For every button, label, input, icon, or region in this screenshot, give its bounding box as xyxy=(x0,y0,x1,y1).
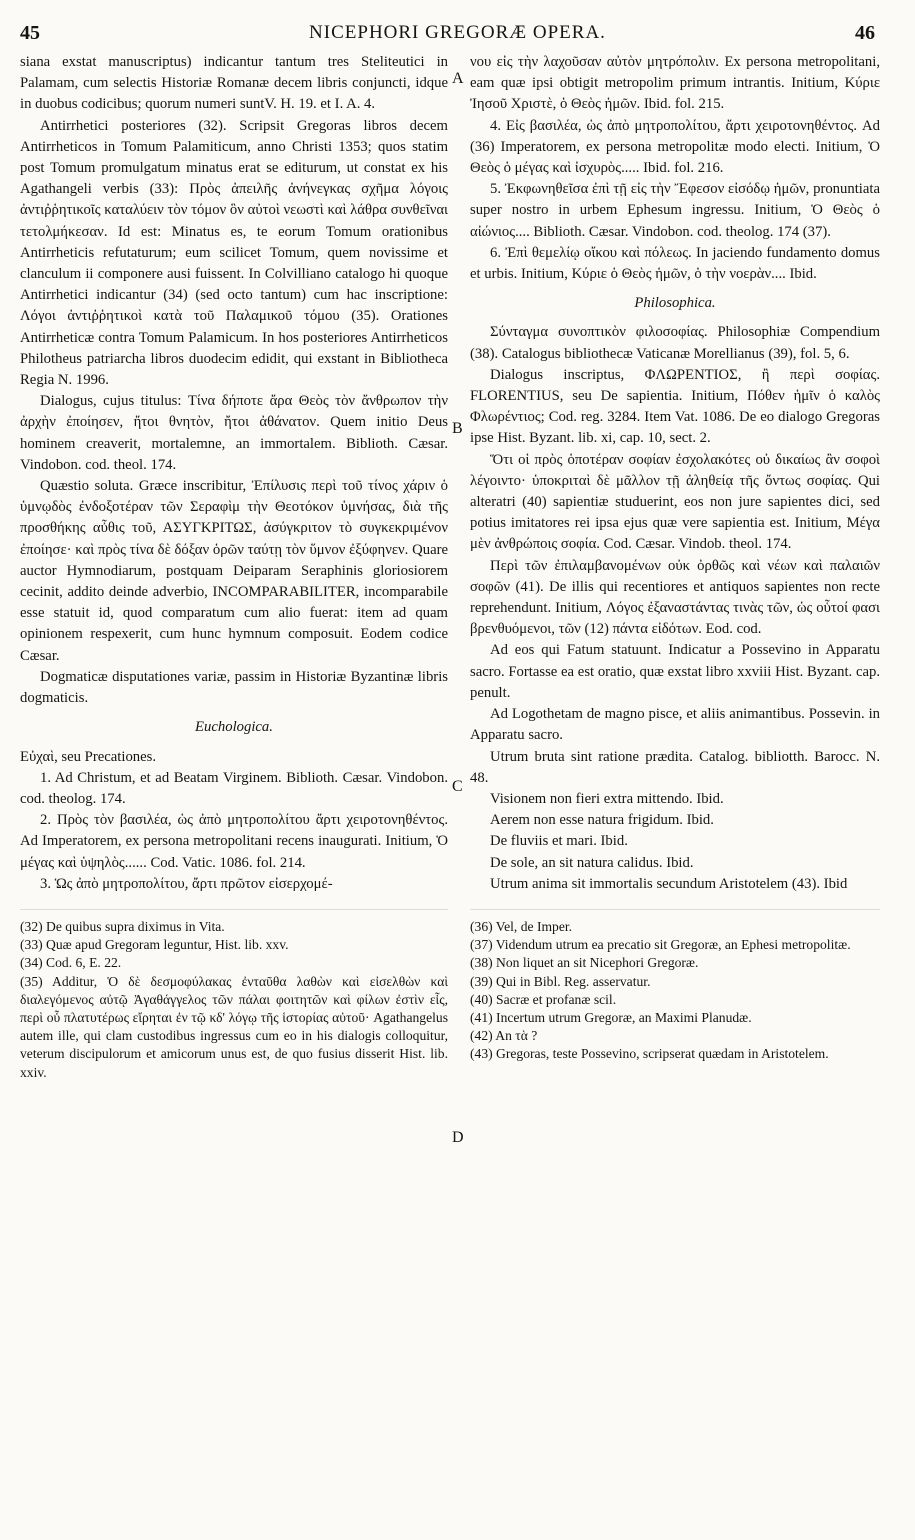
margin-marker-c: C xyxy=(452,778,463,795)
page-number-left: 45 xyxy=(20,22,40,44)
paragraph: Antirrhetici posteriores (32). Scripsit Gregoras libros decem Antirrheticos in Tomum Palamiticum, anno Christi 1353; quos statim post Tomum promulgatum minatus erat se editurum, ut constat ex his Agathangeli verbis (33): Πρὸς ἀπειλῆς ἀνήνεγκας σχῆμα λόγοις ἀντιῤῥητικοῖς καταλύειν τὸν τόμον ὃν αὐτοὶ νεωστὶ καὶ λάθρα συνθεῖναι τετολμήκεσαν. Id est: Minatus es, te eorum Tomum orationibus Antirrheticis refutaturum; eum scilicet Tomum, quem novissime et clanculum ii componere ausi fuissent. In Colvilliano catalogo hi quoque Antirrhetici indicantur (34) (sed octo tantum) cum hac inscriptione: Λόγοι ἀντιῤῥητικοὶ κατὰ τοῦ Παλαμικοῦ τόμου (35). Orationes Antirrheticæ contra Tomum Palamicum. In hos posteriores Antirrheticos Philotheus patriarcha libros duodecim edidit, qui exstant in Bibliotheca Regia N. 1996. xyxy=(20,117,448,389)
paragraph: De sole, an sit natura calidus. Ibid. xyxy=(490,854,694,871)
left-column xyxy=(20,52,448,1082)
paragraph: 1. Ad Christum, et ad Beatam Virginem. Biblioth. Cæsar. Vindobon. cod. theolog. 174. xyxy=(20,769,448,807)
paragraph: De fluviis et mari. Ibid. xyxy=(490,833,628,850)
paragraph: 4. Εἰς βασιλέα, ὡς ἀπὸ μητροπολίτου, ἄρτι χειροτονηθέντος. Ad (36) Imperatorem, ex persona metropolitæ modo electi. Initium, Ὁ Θεὸς ὁ μέγας καὶ ἰσχυρὸς..... Ibid. fol. 216. xyxy=(470,117,880,177)
paragraph: Ὅτι οἱ πρὸς ὁποτέραν σοφίαν ἐσχολακότες οὐ δικαίως ἂν σοφοὶ λέγοιντο· ὑποκριταὶ δὲ μᾶλλον τῇ ἀληθείᾳ τῆς ὄντως σοφίας. Qui alteratri (40) sapientiæ studuerint, eos non jure sapientes dici, sed potius imitatores rei ipsa ejus quæ vere sapientia est. Initium, Μέγα μὲν ἀνθρώποις σοφία. Cod. Cæsar. Vindob. theol. 174. xyxy=(470,451,880,553)
paragraph: Εὐχαὶ, seu Precationes. xyxy=(20,748,157,765)
paragraph: Σύνταγμα συνοπτικὸν φιλοσοφίας. Philosophiæ Compendium (38). Catalogus bibliothecæ Vaticanæ Morellianus (39), fol. 5, 6. xyxy=(470,324,880,362)
margin-marker-b: B xyxy=(452,420,463,437)
footnote: (36) Vel, de Imper. xyxy=(470,918,573,934)
margin-marker-a: A xyxy=(452,70,464,87)
paragraph: Dogmaticæ disputationes variæ, passim in Historiæ Byzantinæ libris dogmaticis. xyxy=(20,668,448,707)
page-number-right: 46 xyxy=(855,22,875,44)
footnote: (34) Cod. 6, E. 22. xyxy=(20,955,122,971)
section-heading-euchologica: Euchologica. xyxy=(195,719,273,736)
footnote: (37) Videndum utrum ea precatio sit Gregoræ, an Ephesi metropolitæ. xyxy=(470,937,851,953)
paragraph: Dialogus, cujus titulus: Τίνα δήποτε ἄρα Θεὸς τὸν ἄνθρωπον τὴν ἀρχὴν ἐποίησεν, ἤτοι θνητὸν, ἤτοι ἀθάνατον. Quem initio Deus hominem creaverit, mortalemne, an immortalem. Biblioth. Cæsar. Vindobon. cod. theol. 174. xyxy=(20,393,448,473)
margin-marker-d: D xyxy=(452,1129,464,1146)
paragraph: Utrum anima sit immortalis secundum Aristotelem (43). Ibid xyxy=(490,875,848,892)
paragraph: Ad Logothetam de magno pisce, et aliis animantibus. Possevin. in Apparatu sacro. xyxy=(470,706,880,744)
footnotes-left xyxy=(20,909,448,1082)
paragraph: 3. Ὡς ἀπὸ μητροπολίτου, ἄρτι πρῶτον εἰσερχομέ- xyxy=(40,875,333,892)
paragraph: 6. Ἐπὶ θεμελίῳ οἴκου καὶ πόλεως. In jaciendo fundamento domus et urbis. Initium, Κύριε ὁ Θεὸς ἡμῶν, ὁ τὴν νοερὰν.... Ibid. xyxy=(470,244,880,283)
paragraph: Utrum bruta sint ratione prædita. Catalog. bibliotth. Barocc. N. 48. xyxy=(470,748,880,786)
paragraph: Περὶ τῶν ἐπιλαμβανομένων οὐκ ὀρθῶς καὶ νέων καὶ παλαιῶν σοφῶν (41). De illis qui recentiores et antiquos sapientes non recte reprehendunt. Initium, Λόγος ἐξαναστάντας τινὰς τῶν, ὡς οὗτοί φασι βρενθυόμενοι, τῶν (12) πάντα εἰδότων. Eod. cod. xyxy=(470,557,880,638)
running-title: NICEPHORI GREGORÆ OPERA. xyxy=(309,22,606,43)
paragraph: Quæstio soluta. Græce inscribitur, Ἐπίλυσις περὶ τοῦ τίνος χάριν ὁ ὑμνῳδὸς ἐνδοξοτέραν τῶν Σεραφὶμ τὴν Θεοτόκον ὑμνήσας, διὰ τῆς προσθήκης αὖθις τοῦ, ΑΣΥΓΚΡΙΤΩΣ, ἀσύγκριτον τὸ συγκεκριμένον ἐποίησε· καὶ πρὸς τίνα δὲ δόξαν ὁρῶν ταύτῃ τὸν ὕμνον ἐξύφηνεν. Quare auctor Hymnodiarum, postquam Deiparam Seraphinis gloriosiorem cecinit, addito deinde adverbio, INCOMPARABILITER, incomparabile esse statuit id, quod comparatum cum alio fuerat: item ad quam opinionem respexerit, cum hunc hymnum composuit. Eodem codice Cæsar. xyxy=(20,478,448,664)
footnote: (42) An τὰ ? xyxy=(470,1028,538,1044)
footnote: (43) Gregoras, teste Possevino, scripserat quædam in Aristotelem. xyxy=(470,1046,829,1062)
footnote: (35) Additur, Ὁ δὲ δεσμοφύλακας ἐνταῦθα λαθὼν καὶ εἰσελθὼν καὶ διαλεγόμενος αὐτῷ Ἀγαθάγγελος τῶν πάλαι φοιτητῶν καὶ φίλων ἐστὶν εἷς, περὶ οὗ πλατυτέρως εἴρηται ἐν τῷ κδ' λόγῳ τῆς ἱστορίας αὐτοῦ· Agathangelus autem ille, qui clam custodibus ingressus cum eo in his dialogis colloquitur, veterum discipulorum et amicorum unus est, de quo fusius disserit Hist. lib. xxiv. xyxy=(20,973,448,1080)
footnote: (41) Incertum utrum Gregoræ, an Maximi Planudæ. xyxy=(470,1009,752,1025)
footnote: (40) Sacræ et profanæ scil. xyxy=(470,991,617,1007)
paragraph: Aerem non esse natura frigidum. Ibid. xyxy=(490,812,714,829)
paragraph: Dialogus inscriptus, ΦΛΩΡΕΝΤΙΟΣ, ἢ περὶ σοφίας. FLORENTIUS, seu De sapientia. Initium, Πόθεν ἡμῖν ὁ καλὸς Φλωρέντιος; Cod. reg. 3284. Item Vat. 1086. De eo dialogo Gregoras ipse Hist. Byzant. lib. xi, cap. 10, sect. 2. xyxy=(470,366,880,447)
page-header xyxy=(0,22,915,52)
footnote: (38) Non liquet an sit Nicephori Gregoræ. xyxy=(470,955,699,971)
paragraph: Visionem non fieri extra mittendo. Ibid. xyxy=(490,790,724,807)
footnotes-right xyxy=(470,909,880,1064)
paragraph: 2. Πρὸς τὸν βασιλέα, ὡς ἀπὸ μητροπολίτου ἄρτι χειροτονηθέντος. Ad Imperatorem, ex persona metropolitani recens inaugurati. Initium, Ὁ μέγας καὶ ὑψηλὸς...... Cod. Vatic. 1086. fol. 214. xyxy=(20,812,448,871)
footnote: (32) De quibus supra diximus in Vita. xyxy=(20,918,225,934)
footnote: (39) Qui in Bibl. Reg. asservatur. xyxy=(470,973,651,989)
section-heading-philosophica: Philosophica. xyxy=(634,295,716,312)
paragraph: Ad eos qui Fatum statuunt. Indicatur a Possevino in Apparatu sacro. Fortasse ea est oratio, quæ exstat libro xxviii Hist. Byzant. cap. penult. xyxy=(470,642,880,701)
footnote: (33) Quæ apud Gregoram leguntur, Hist. lib. xxv. xyxy=(20,937,289,953)
paragraph: νου εἰς τὴν λαχοῦσαν αὐτὸν μητρόπολιν. Ex persona metropolitani, eam quæ ipsi obtigit metropolim primum intrantis. Initium, Κύριε Ἰησοῦ Χριστὲ, ὁ Θεὸς ἡμῶν. Ibid. fol. 215. xyxy=(470,54,880,113)
right-column xyxy=(470,52,880,1064)
paragraph: 5. Ἐκφωνηθεῖσα ἐπὶ τῇ εἰς τὴν Ἔφεσον εἰσόδῳ ἡμῶν, pronuntiata super nostro in urbem Ephesum ingressu. Initium, Ὁ Θεὸς ὁ αἰώνιος.... Biblioth. Cæsar. Vindobon. cod. theolog. 174 (37). xyxy=(470,181,880,240)
paragraph: siana exstat manuscriptus) indicantur tantum tres Steliteutici in Palamam, cum selectis Historiæ Romanæ decem libris conjuncti, idque in duobus codicibus; quorum numeri suntV. H. 19. et I. A. 4. xyxy=(20,54,448,113)
